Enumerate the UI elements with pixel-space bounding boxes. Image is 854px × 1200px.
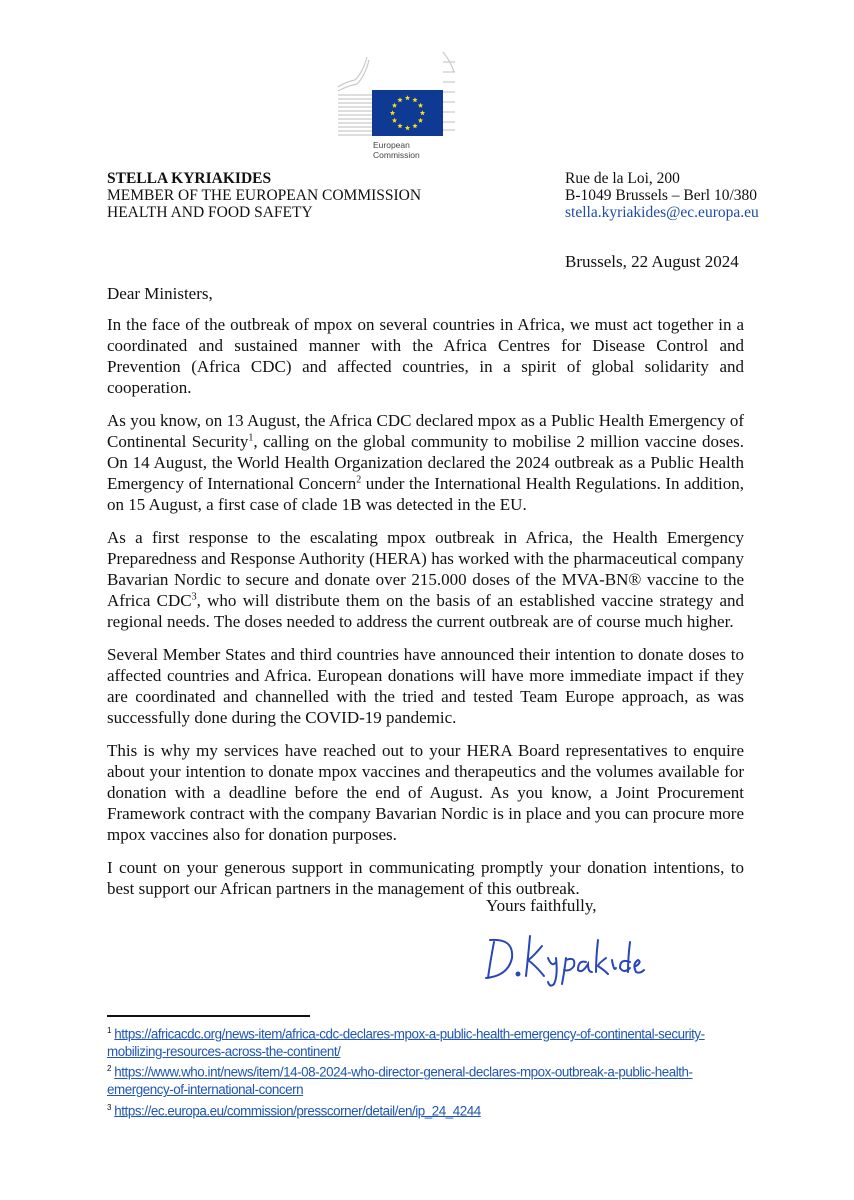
text-segment: under the International Health Regulations. In addition, on 15 August, a first case of clade 1B was detected in the EU. — [107, 474, 745, 514]
sender-name: STELLA KYRIAKIDES — [107, 170, 272, 187]
signature — [480, 918, 650, 988]
paragraph — [107, 410, 744, 515]
text-segment: , calling on the global community to mobilise 2 million vaccine doses. On 14 August, the World Health Organization declared the 2024 outbreak as a Public Health Emergency of International Concern — [107, 432, 744, 493]
sender-role: MEMBER OF THE EUROPEAN COMMISSION — [107, 187, 422, 204]
footnote-link[interactable]: https://www.who.int/news/item/14-08-2024-who-director-general-declares-mpox-outbreak-a-public-health-emergency-of-international-concern — [107, 1064, 693, 1098]
footnote-number: 3 — [107, 1102, 111, 1112]
text-segment: , who will distribute them on the basis of an established vaccine strategy and regional needs. The doses needed to address the current outbreak are of course much higher. — [107, 591, 744, 631]
paragraph: Several Member States and third countries have announced their intention to donate doses to affected countries and Africa. European donations will have more immediate impact if they are coordinated and channelled with the tried and tested Team Europe approach, as was successfully done during the COVID-19 pandemic. — [107, 645, 744, 727]
footnote-ref: 2 — [356, 474, 362, 486]
salutation: Dear Ministers, — [107, 284, 213, 303]
letter-date: Brussels, 22 August 2024 — [565, 252, 739, 271]
footnote-divider — [107, 1015, 310, 1017]
sender-portfolio: HEALTH AND FOOD SAFETY — [107, 204, 313, 221]
letter-body — [107, 314, 744, 911]
address-street: Rue de la Loi, 200 — [565, 170, 680, 187]
european-commission-logo — [305, 42, 455, 160]
footnote — [107, 1022, 752, 1060]
footnote-number: 2 — [107, 1064, 111, 1074]
sender-block — [107, 170, 421, 221]
footnote — [107, 1060, 752, 1098]
paragraph: I count on your generous support in communicating promptly your donation intentions, to best support our African partners in the management of this outbreak. — [107, 858, 744, 898]
address-block — [565, 170, 759, 221]
footnote-link[interactable]: https://ec.europa.eu/commission/presscorner/detail/en/ip_24_4244 — [114, 1103, 481, 1119]
footnote — [107, 1099, 752, 1120]
svg-text:Commission: Commission — [373, 150, 420, 160]
footnote-link[interactable]: https://africacdc.org/news-item/africa-cdc-declares-mpox-a-public-health-emergency-of-continental-security-mobilizing-resources-across-the-continent/ — [107, 1026, 705, 1059]
closing: Yours faithfully, — [486, 896, 597, 915]
text-segment: As you know, on 13 August, the Africa CDC declared mpox as a Public Health Emergency of Continental Security — [107, 411, 744, 451]
text-segment: As a first response to the escalating mpox outbreak in Africa, the Health Emergency Preparedness and Response Authority (HERA) has worked with the pharmaceutical company Bavarian Nordic to secure and donate over 215.000 doses of the MVA-BN® vaccine to the Africa CDC — [107, 528, 744, 610]
footnotes — [107, 1022, 752, 1120]
footnote-number: 1 — [107, 1026, 111, 1035]
svg-text:European: European — [373, 140, 410, 150]
paragraph: In the face of the outbreak of mpox on several countries in Africa, we must act together in a coordinated and sustained manner with the Africa Centres for Disease Control and Prevention (Africa CDC) and affected countries, in a spirit of global solidarity and cooperation. — [107, 315, 744, 397]
footnote-ref: 1 — [248, 432, 254, 444]
paragraph: This is why my services have reached out to your HERA Board representatives to enquire about your intention to donate mpox vaccines and therapeutics and the volumes available for donation with a deadline before the end of August. As you know, a Joint Procurement Framework contract with the company Bavarian Nordic is in place and you can procure more mpox vaccines also for donation purposes. — [107, 741, 744, 844]
address-city: B-1049 Brussels – Berl 10/380 — [565, 187, 758, 204]
paragraph — [107, 527, 744, 632]
footnote-ref: 3 — [191, 591, 197, 603]
address-email[interactable]: stella.kyriakides@ec.europa.eu — [565, 204, 759, 221]
